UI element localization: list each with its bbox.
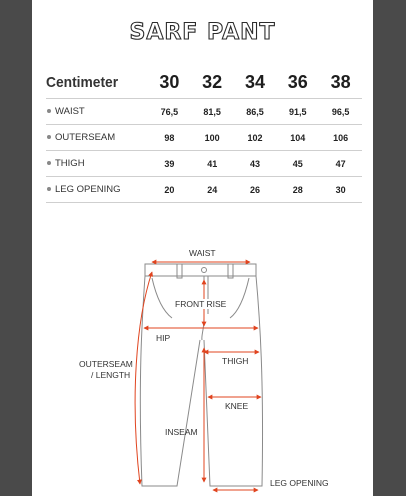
row-label-text: LEG OPENING: [55, 184, 121, 195]
hip-label: HIP: [156, 333, 171, 343]
waistband: [145, 264, 256, 276]
row-label-text: OUTERSEAM: [55, 132, 116, 143]
leg-opening-label: LEG OPENING: [270, 478, 329, 488]
pocket-line: [152, 278, 172, 318]
table-cell: 106: [319, 125, 362, 151]
inseam-label: INSEAM: [165, 427, 198, 437]
pocket-line: [230, 278, 249, 318]
outerseam-length-label: / LENGTH: [91, 370, 131, 380]
table-cell: 98: [148, 125, 191, 151]
table-cell: 96,5: [319, 99, 362, 125]
table-cell: 76,5: [148, 99, 191, 125]
size-header: 38: [330, 72, 351, 92]
size-header: 36: [287, 72, 308, 92]
size-guide-sheet: [32, 0, 373, 496]
table-cell: 91,5: [276, 99, 319, 125]
table-cell: 81,5: [191, 99, 234, 125]
table-cell: 28: [276, 177, 319, 203]
table-cell: 102: [234, 125, 277, 151]
outerseam-label: OUTERSEAM: [79, 359, 133, 369]
page-title: SARF PANT: [129, 20, 276, 45]
table-cell: 26: [234, 177, 277, 203]
table-cell: 86,5: [234, 99, 277, 125]
measure-lines: [135, 262, 261, 490]
table-cell: 39: [148, 151, 191, 177]
front-rise-label: FRONT RISE: [175, 299, 227, 309]
thigh-label: THIGH: [222, 356, 249, 366]
table-cell: 41: [191, 151, 234, 177]
button-icon: [202, 268, 207, 273]
pant-outline: [140, 264, 262, 486]
size-header: 34: [244, 72, 265, 92]
row-label-text: WAIST: [55, 106, 85, 117]
table-cell: 20: [148, 177, 191, 203]
table-cell: 45: [276, 151, 319, 177]
table-cell: 104: [276, 125, 319, 151]
table-cell: 100: [191, 125, 234, 151]
size-header: 30: [159, 72, 180, 92]
table-cell: 47: [319, 151, 362, 177]
table-cell: 43: [234, 151, 277, 177]
table-cell: 30: [319, 177, 362, 203]
unit-header: Centimeter: [46, 74, 119, 91]
outerseam-measure: [135, 272, 152, 484]
size-header: 32: [202, 72, 223, 92]
row-label-text: THIGH: [55, 158, 85, 169]
waist-label: WAIST: [189, 248, 216, 258]
table-cell: 24: [191, 177, 234, 203]
knee-label: KNEE: [225, 401, 249, 411]
